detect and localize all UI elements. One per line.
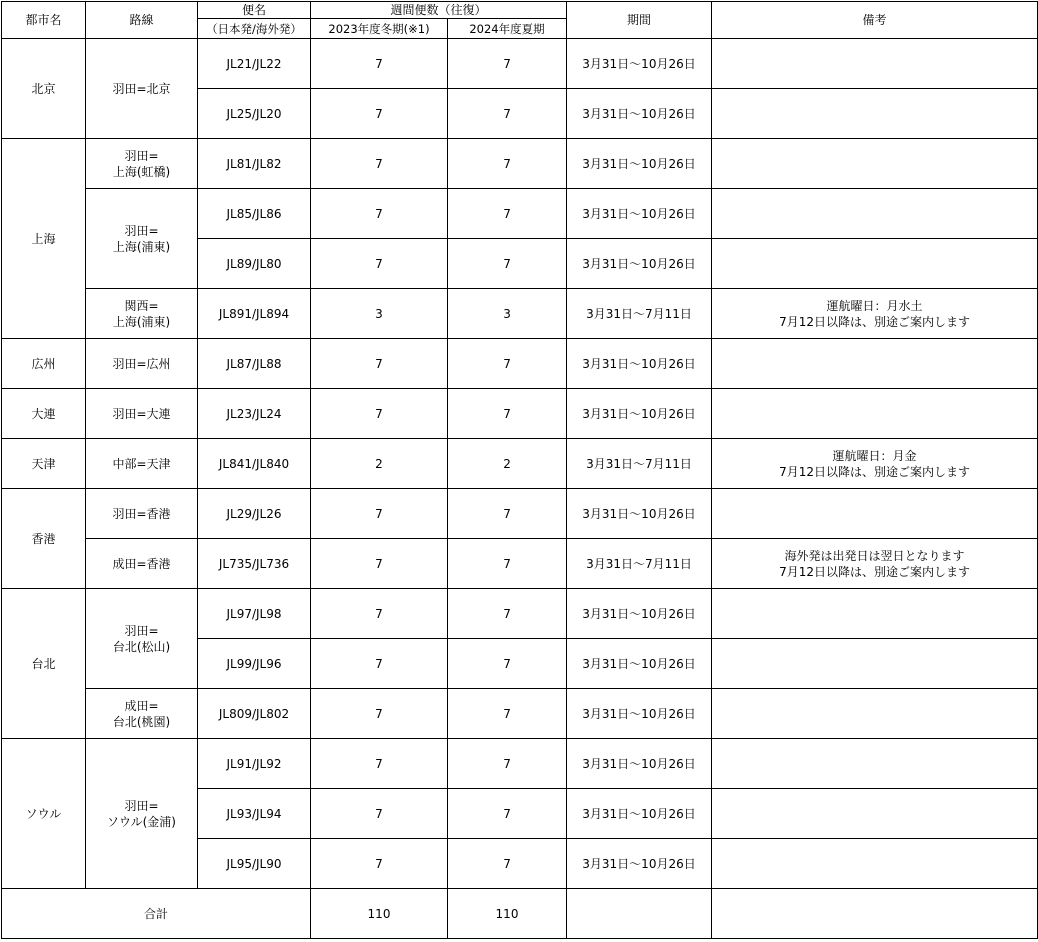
winter-cell: 7 (311, 689, 448, 739)
table-row (2, 289, 1038, 339)
summer-cell: 7 (448, 689, 567, 739)
flight-cell: JL87/JL88 (198, 339, 311, 389)
header-flight: 便名 (198, 2, 311, 19)
header-row-1 (2, 2, 1038, 19)
city-cell: ソウル (2, 739, 86, 889)
period-cell: 3月31日～7月11日 (567, 539, 712, 589)
flight-cell: JL29/JL26 (198, 489, 311, 539)
remarks-cell (712, 839, 1038, 889)
summer-cell: 7 (448, 739, 567, 789)
table-row (2, 739, 1038, 789)
flight-cell: JL89/JL80 (198, 239, 311, 289)
period-cell: 3月31日～10月26日 (567, 389, 712, 439)
route-cell: 成田= 台北(桃園) (86, 689, 198, 739)
remarks-cell (712, 689, 1038, 739)
flight-cell: JL23/JL24 (198, 389, 311, 439)
flight-cell: JL81/JL82 (198, 139, 311, 189)
period-cell: 3月31日～10月26日 (567, 339, 712, 389)
remarks-cell (712, 489, 1038, 539)
total-period-empty (567, 889, 712, 939)
summer-cell: 3 (448, 289, 567, 339)
period-cell: 3月31日～7月11日 (567, 439, 712, 489)
summer-cell: 7 (448, 239, 567, 289)
route-cell: 羽田=広州 (86, 339, 198, 389)
winter-cell: 7 (311, 639, 448, 689)
summer-cell: 2 (448, 439, 567, 489)
header-route: 路線 (86, 2, 198, 39)
summer-cell: 7 (448, 189, 567, 239)
flight-cell: JL99/JL96 (198, 639, 311, 689)
summer-cell: 7 (448, 589, 567, 639)
winter-cell: 7 (311, 489, 448, 539)
remarks-cell (712, 339, 1038, 389)
flight-cell: JL735/JL736 (198, 539, 311, 589)
summer-cell: 7 (448, 489, 567, 539)
table-row (2, 139, 1038, 189)
route-cell: 羽田=大連 (86, 389, 198, 439)
city-cell: 大連 (2, 389, 86, 439)
city-cell: 北京 (2, 39, 86, 139)
remarks-cell: 運航曜日：月金 7月12日以降は、別途ご案内します (712, 439, 1038, 489)
total-row (2, 889, 1038, 939)
header-period: 期間 (567, 2, 712, 39)
winter-cell: 7 (311, 589, 448, 639)
route-cell: 羽田= ソウル(金浦) (86, 739, 198, 889)
summer-cell: 7 (448, 139, 567, 189)
table-row (2, 389, 1038, 439)
header-summer: 2024年度夏期 (448, 19, 567, 39)
period-cell: 3月31日～10月26日 (567, 589, 712, 639)
summer-cell: 7 (448, 89, 567, 139)
period-cell: 3月31日～7月11日 (567, 289, 712, 339)
period-cell: 3月31日～10月26日 (567, 739, 712, 789)
winter-cell: 7 (311, 139, 448, 189)
period-cell: 3月31日～10月26日 (567, 89, 712, 139)
route-cell: 羽田= 上海(浦東) (86, 189, 198, 289)
summer-cell: 7 (448, 639, 567, 689)
flight-cell: JL891/JL894 (198, 289, 311, 339)
flight-cell: JL91/JL92 (198, 739, 311, 789)
period-cell: 3月31日～10月26日 (567, 639, 712, 689)
total-remarks-empty (712, 889, 1038, 939)
remarks-cell (712, 639, 1038, 689)
table-row (2, 439, 1038, 489)
table-row (2, 339, 1038, 389)
winter-cell: 7 (311, 839, 448, 889)
route-cell: 中部=天津 (86, 439, 198, 489)
winter-cell: 7 (311, 39, 448, 89)
flight-cell: JL97/JL98 (198, 589, 311, 639)
remarks-cell (712, 389, 1038, 439)
flight-cell: JL93/JL94 (198, 789, 311, 839)
winter-cell: 7 (311, 389, 448, 439)
flight-cell: JL25/JL20 (198, 89, 311, 139)
flight-cell: JL841/JL840 (198, 439, 311, 489)
table-row (2, 189, 1038, 239)
total-summer: 110 (448, 889, 567, 939)
route-cell: 成田=香港 (86, 539, 198, 589)
total-label: 合計 (2, 889, 311, 939)
winter-cell: 3 (311, 289, 448, 339)
winter-cell: 7 (311, 739, 448, 789)
period-cell: 3月31日～10月26日 (567, 689, 712, 739)
period-cell: 3月31日～10月26日 (567, 789, 712, 839)
period-cell: 3月31日～10月26日 (567, 139, 712, 189)
flight-cell: JL21/JL22 (198, 39, 311, 89)
route-cell: 関西= 上海(浦東) (86, 289, 198, 339)
header-winter: 2023年度冬期(※1) (311, 19, 448, 39)
table-row (2, 39, 1038, 89)
flight-cell: JL809/JL802 (198, 689, 311, 739)
header-remarks: 備考 (712, 2, 1038, 39)
period-cell: 3月31日～10月26日 (567, 839, 712, 889)
remarks-cell (712, 89, 1038, 139)
period-cell: 3月31日～10月26日 (567, 239, 712, 289)
remarks-cell (712, 589, 1038, 639)
table-row (2, 689, 1038, 739)
remarks-cell (712, 739, 1038, 789)
header-city: 都市名 (2, 2, 86, 39)
winter-cell: 2 (311, 439, 448, 489)
route-cell: 羽田= 台北(松山) (86, 589, 198, 689)
summer-cell: 7 (448, 839, 567, 889)
winter-cell: 7 (311, 539, 448, 589)
city-cell: 台北 (2, 589, 86, 739)
remarks-cell (712, 39, 1038, 89)
summer-cell: 7 (448, 339, 567, 389)
remarks-cell (712, 189, 1038, 239)
header-flight-sub: （日本発/海外発） (198, 19, 311, 39)
remarks-cell (712, 789, 1038, 839)
period-cell: 3月31日～10月26日 (567, 189, 712, 239)
city-cell: 上海 (2, 139, 86, 339)
flight-cell: JL95/JL90 (198, 839, 311, 889)
winter-cell: 7 (311, 339, 448, 389)
winter-cell: 7 (311, 239, 448, 289)
flight-schedule-table (1, 1, 1038, 939)
route-cell: 羽田= 上海(虹橋) (86, 139, 198, 189)
summer-cell: 7 (448, 539, 567, 589)
flight-cell: JL85/JL86 (198, 189, 311, 239)
summer-cell: 7 (448, 389, 567, 439)
summer-cell: 7 (448, 789, 567, 839)
city-cell: 香港 (2, 489, 86, 589)
header-weekly-flights: 週間便数（往復） (311, 2, 567, 19)
winter-cell: 7 (311, 789, 448, 839)
winter-cell: 7 (311, 189, 448, 239)
table-row (2, 489, 1038, 539)
route-cell: 羽田=香港 (86, 489, 198, 539)
summer-cell: 7 (448, 39, 567, 89)
route-cell: 羽田=北京 (86, 39, 198, 139)
period-cell: 3月31日～10月26日 (567, 489, 712, 539)
table-row (2, 539, 1038, 589)
table-row (2, 589, 1038, 639)
period-cell: 3月31日～10月26日 (567, 39, 712, 89)
remarks-cell (712, 139, 1038, 189)
winter-cell: 7 (311, 89, 448, 139)
total-winter: 110 (311, 889, 448, 939)
city-cell: 広州 (2, 339, 86, 389)
remarks-cell: 海外発は出発日は翌日となります 7月12日以降は、別途ご案内します (712, 539, 1038, 589)
city-cell: 天津 (2, 439, 86, 489)
remarks-cell: 運航曜日：月水土 7月12日以降は、別途ご案内します (712, 289, 1038, 339)
remarks-cell (712, 239, 1038, 289)
